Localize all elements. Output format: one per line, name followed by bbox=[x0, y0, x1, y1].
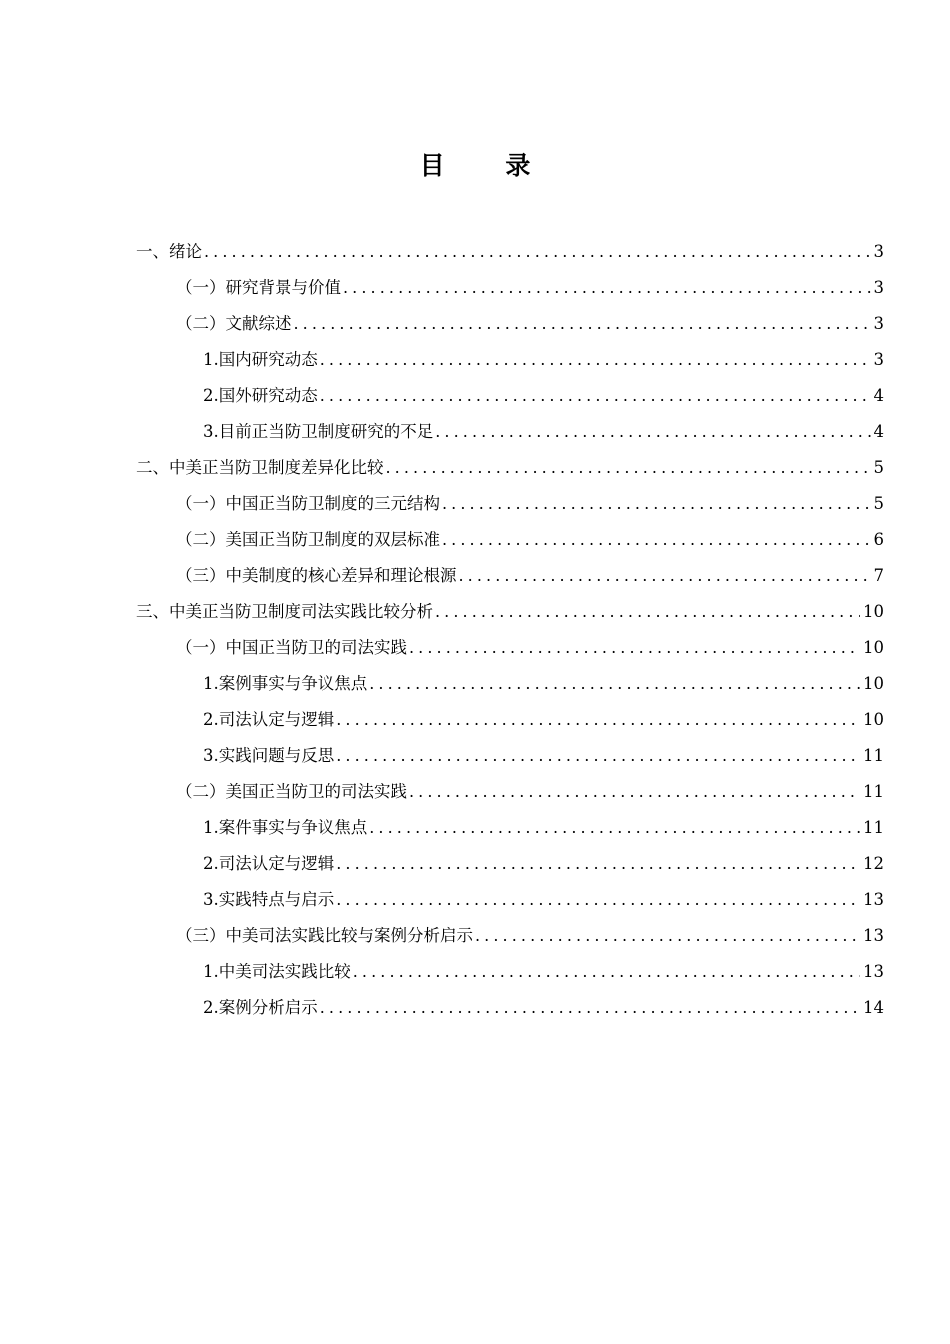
toc-dot-leader bbox=[294, 306, 871, 342]
toc-page-number: 4 bbox=[873, 422, 884, 441]
toc-entry-text: （一）中国正当防卫的司法实践 bbox=[176, 638, 407, 657]
toc-dot-leader bbox=[320, 990, 860, 1026]
toc-entry-text: 2.司法认定与逻辑 bbox=[203, 854, 335, 873]
toc-dot-leader bbox=[336, 738, 860, 774]
toc-page-number: 10 bbox=[863, 710, 884, 729]
toc-page-number: 5 bbox=[873, 494, 884, 513]
toc-dot-leader bbox=[336, 882, 860, 918]
toc-entry-text: 1.案件事实与争议焦点 bbox=[203, 818, 368, 837]
toc-entry[interactable] bbox=[136, 450, 884, 486]
toc-entry[interactable] bbox=[136, 234, 884, 270]
toc-entry[interactable] bbox=[136, 594, 884, 630]
toc-entry[interactable] bbox=[136, 630, 884, 666]
toc-dot-leader bbox=[442, 522, 871, 558]
toc-page-number: 14 bbox=[863, 998, 884, 1017]
toc-entry[interactable] bbox=[136, 306, 884, 342]
toc-page-number: 3 bbox=[873, 242, 884, 261]
toc-entry[interactable] bbox=[136, 558, 884, 594]
toc-page-number: 3 bbox=[873, 314, 884, 333]
toc-page-number: 4 bbox=[873, 386, 884, 405]
toc-page-number: 11 bbox=[863, 746, 884, 765]
toc-entry-text: 2.司法认定与逻辑 bbox=[203, 710, 335, 729]
toc-dot-leader bbox=[353, 954, 860, 990]
toc-entry-text: 一、绪论 bbox=[136, 242, 202, 261]
toc-page-number: 13 bbox=[863, 926, 884, 945]
toc-page-number: 3 bbox=[873, 350, 884, 369]
table-of-contents bbox=[136, 234, 884, 1026]
toc-dot-leader bbox=[343, 270, 871, 306]
toc-page-number: 11 bbox=[863, 818, 884, 837]
toc-dot-leader bbox=[320, 342, 871, 378]
toc-entry-text: （一）中国正当防卫制度的三元结构 bbox=[176, 494, 440, 513]
toc-entry[interactable] bbox=[136, 522, 884, 558]
toc-dot-leader bbox=[409, 774, 860, 810]
toc-entry[interactable] bbox=[136, 702, 884, 738]
toc-dot-leader bbox=[435, 414, 870, 450]
toc-page-number: 11 bbox=[863, 782, 884, 801]
toc-dot-leader bbox=[435, 594, 860, 630]
toc-page-number: 10 bbox=[863, 638, 884, 657]
toc-dot-leader bbox=[475, 918, 860, 954]
toc-entry-text: 三、中美正当防卫制度司法实践比较分析 bbox=[136, 602, 433, 621]
toc-dot-leader bbox=[320, 378, 871, 414]
toc-entry-text: （三）中美司法实践比较与案例分析启示 bbox=[176, 926, 473, 945]
toc-entry[interactable] bbox=[136, 486, 884, 522]
toc-entry-text: 二、中美正当防卫制度差异化比较 bbox=[136, 458, 384, 477]
toc-entry-text: （二）文献综述 bbox=[176, 314, 292, 333]
toc-page-number: 13 bbox=[863, 890, 884, 909]
toc-entry-text: 1.案例事实与争议焦点 bbox=[203, 674, 368, 693]
toc-entry[interactable] bbox=[136, 270, 884, 306]
toc-dot-leader bbox=[369, 666, 860, 702]
toc-page-number: 13 bbox=[863, 962, 884, 981]
toc-entry[interactable] bbox=[136, 990, 884, 1026]
toc-entry-text: 3.实践特点与启示 bbox=[203, 890, 335, 909]
toc-entry[interactable] bbox=[136, 810, 884, 846]
toc-page-number: 6 bbox=[873, 530, 884, 549]
toc-page-number: 3 bbox=[873, 278, 884, 297]
toc-entry-text: 2.国外研究动态 bbox=[203, 386, 318, 405]
toc-entry-text: （一）研究背景与价值 bbox=[176, 278, 341, 297]
toc-page-number: 7 bbox=[873, 566, 884, 585]
toc-dot-leader bbox=[336, 702, 860, 738]
toc-dot-leader bbox=[204, 234, 871, 270]
toc-dot-leader bbox=[409, 630, 860, 666]
toc-entry[interactable] bbox=[136, 774, 884, 810]
toc-entry[interactable] bbox=[136, 738, 884, 774]
toc-dot-leader bbox=[336, 846, 860, 882]
toc-dot-leader bbox=[386, 450, 871, 486]
toc-page-number: 10 bbox=[863, 602, 884, 621]
page-title: 目 录 bbox=[419, 151, 557, 180]
toc-page-number: 10 bbox=[863, 674, 884, 693]
toc-dot-leader bbox=[369, 810, 860, 846]
toc-dot-leader bbox=[459, 558, 871, 594]
toc-entry-text: 1.中美司法实践比较 bbox=[203, 962, 351, 981]
toc-entry-text: （二）美国正当防卫制度的双层标准 bbox=[176, 530, 440, 549]
toc-dot-leader bbox=[442, 486, 871, 522]
toc-entry-text: 3.目前正当防卫制度研究的不足 bbox=[203, 422, 434, 441]
toc-page-number: 5 bbox=[873, 458, 884, 477]
toc-entry-text: 2.案例分析启示 bbox=[203, 998, 318, 1017]
toc-entry[interactable] bbox=[136, 882, 884, 918]
toc-entry-text: （三）中美制度的核心差异和理论根源 bbox=[176, 566, 457, 585]
toc-entry-text: 1.国内研究动态 bbox=[203, 350, 318, 369]
toc-entry[interactable] bbox=[136, 666, 884, 702]
toc-entry[interactable] bbox=[136, 954, 884, 990]
toc-entry[interactable] bbox=[136, 378, 884, 414]
toc-entry[interactable] bbox=[136, 342, 884, 378]
toc-entry-text: 3.实践问题与反思 bbox=[203, 746, 335, 765]
toc-entry[interactable] bbox=[136, 918, 884, 954]
toc-entry[interactable] bbox=[136, 846, 884, 882]
toc-page-number: 12 bbox=[863, 854, 884, 873]
toc-entry-text: （二）美国正当防卫的司法实践 bbox=[176, 782, 407, 801]
toc-entry[interactable] bbox=[136, 414, 884, 450]
